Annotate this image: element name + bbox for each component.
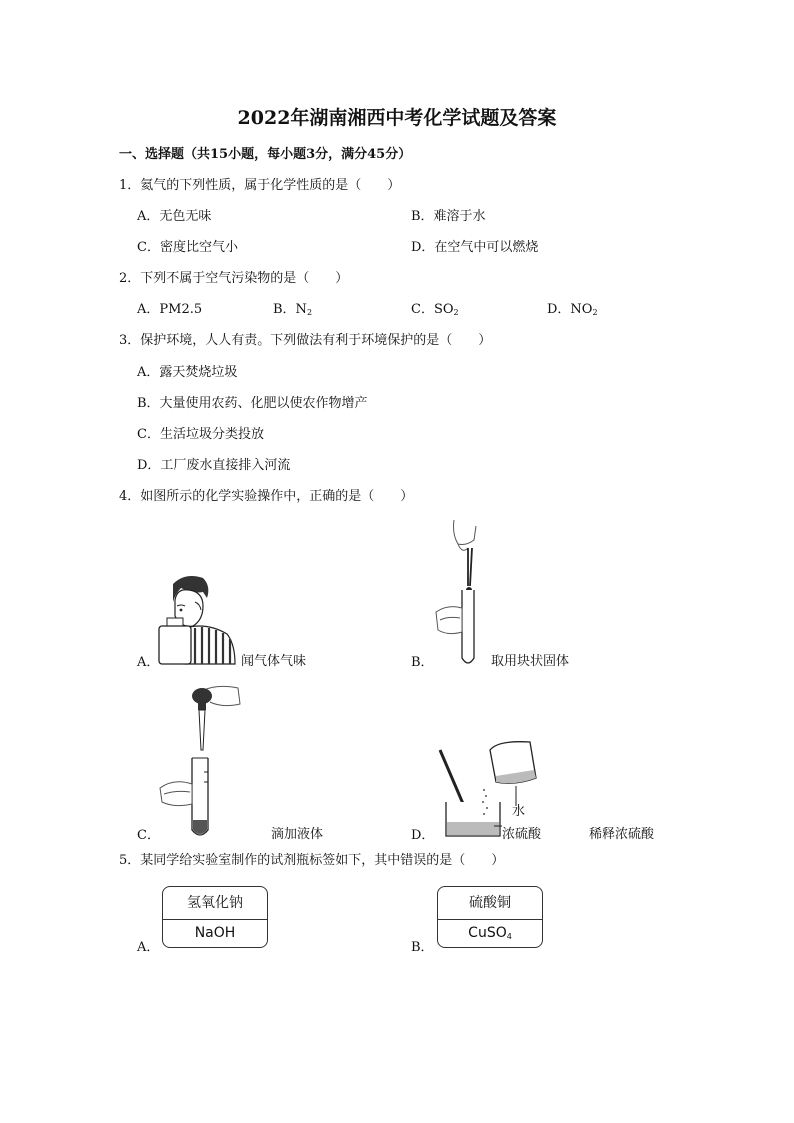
question-1-option-d: D．在空气中可以燃烧 bbox=[411, 240, 539, 255]
reagent-name-b: 硫酸铜 bbox=[438, 887, 542, 920]
page-title: 2022年湖南湘西中考化学试题及答案 bbox=[237, 107, 557, 129]
solid-sampling-illustration bbox=[432, 520, 492, 670]
question-1-option-c: C．密度比空气小 bbox=[137, 240, 238, 255]
question-4-option-d: D． bbox=[411, 828, 435, 843]
question-5-option-a: A． bbox=[137, 940, 160, 955]
question-1-stem: 1．氦气的下列性质，属于化学性质的是（ ） bbox=[119, 178, 401, 193]
question-3-option-b: B．大量使用农药、化肥以使农作物增产 bbox=[137, 396, 368, 411]
question-3-option-a: A．露天焚烧垃圾 bbox=[137, 365, 238, 380]
reagent-name-a: 氢氧化钠 bbox=[163, 887, 267, 920]
question-4-option-b: B． bbox=[411, 655, 434, 670]
question-2-stem: 2．下列不属于空气污染物的是（ ） bbox=[119, 271, 349, 286]
question-4-acid-label: 浓硫酸 bbox=[502, 827, 542, 842]
question-4-caption-d: 稀释浓硫酸 bbox=[589, 827, 655, 842]
question-4-caption-a: 闻气体气味 bbox=[241, 654, 307, 669]
question-2-option-b: B．$N_2$ bbox=[273, 302, 313, 317]
question-2-option-d: D．$NO_2$ bbox=[547, 302, 598, 317]
question-4-stem: 4．如图所示的化学实验操作中，正确的是（ ） bbox=[119, 489, 414, 504]
reagent-label-a bbox=[162, 886, 268, 948]
section-heading: 一、选择题（共15小题，每小题3分，满分45分） bbox=[119, 147, 412, 162]
question-5-option-b: B． bbox=[411, 940, 434, 955]
smelling-gas-illustration bbox=[155, 572, 240, 667]
question-4-option-c: C． bbox=[137, 828, 160, 843]
question-2-option-c: C．$SO_2$ bbox=[411, 302, 459, 317]
reagent-label-b bbox=[437, 886, 543, 948]
question-4-caption-b: 取用块状固体 bbox=[491, 654, 570, 669]
question-4-option-a: A． bbox=[137, 655, 160, 670]
reagent-formula-a: NaOH bbox=[194, 925, 236, 941]
question-2-option-a: A．PM2.5 bbox=[137, 302, 203, 317]
question-1-option-b: B．难溶于水 bbox=[411, 209, 486, 224]
question-3-option-c: C．生活垃圾分类投放 bbox=[137, 427, 264, 442]
question-3-stem: 3．保护环境，人人有责。下列做法有利于环境保护的是（ ） bbox=[119, 333, 492, 348]
dropping-liquid-illustration bbox=[158, 682, 243, 840]
question-3-option-d: D．工厂废水直接排入河流 bbox=[137, 458, 291, 473]
question-5-stem: 5．某同学给实验室制作的试剂瓶标签如下，其中错误的是（ ） bbox=[119, 853, 505, 868]
reagent-formula-b: CuSO$_4$ bbox=[468, 925, 512, 941]
question-1-option-a: A．无色无味 bbox=[137, 209, 212, 224]
question-4-caption-c: 滴加液体 bbox=[271, 827, 324, 842]
question-4-water-label: 水 bbox=[512, 804, 526, 819]
